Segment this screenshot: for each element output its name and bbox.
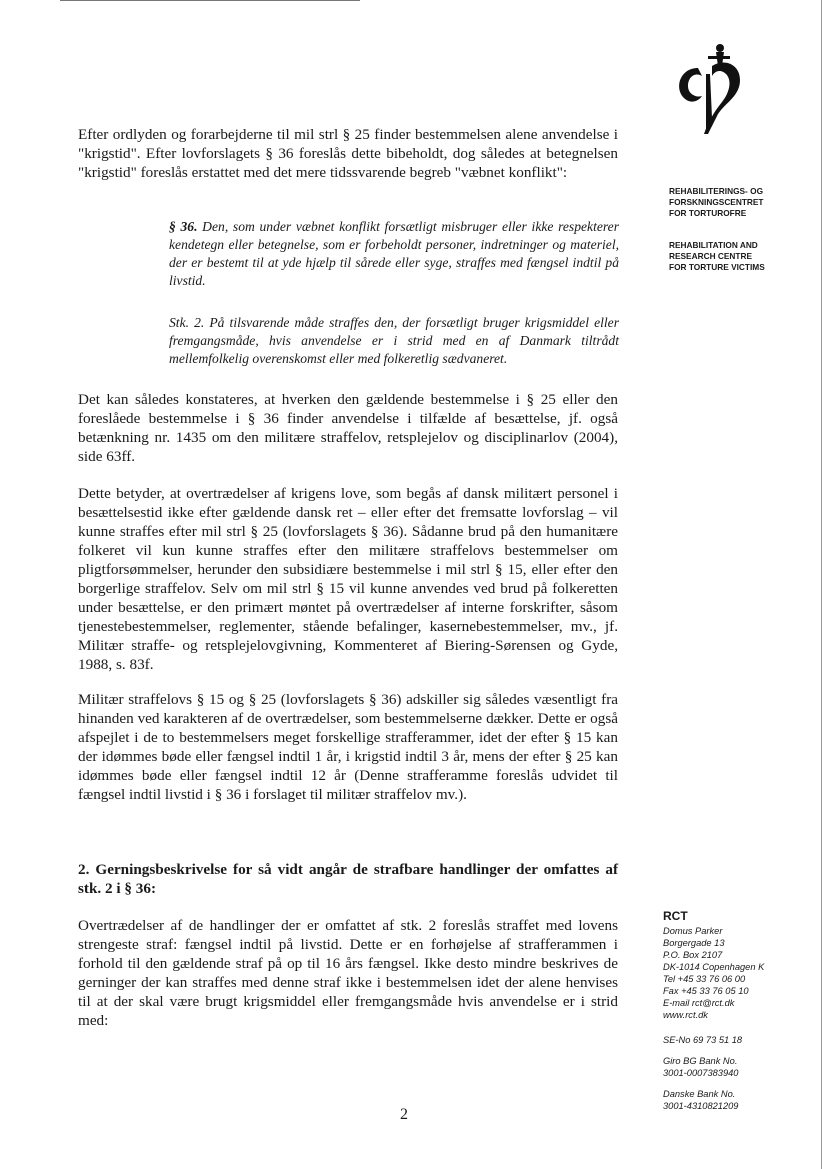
org-danish-line: REHABILITERINGS- OG [669, 186, 764, 196]
org-name-english [669, 240, 809, 273]
rct-logo-icon [668, 40, 754, 136]
org-english-line: RESEARCH CENTRE [669, 251, 752, 261]
address-giro-label: Giro BG Bank No. [663, 1056, 738, 1066]
page-number: 2 [400, 1106, 408, 1123]
address-org-name: RCT [663, 909, 688, 923]
section-heading: 2. Gerningsbeskrivelse for så vidt angår de strafbare handlinger der omfattes af stk. 2 i § 36: [78, 861, 618, 897]
scan-edge-line [821, 0, 822, 1169]
org-danish-line: FORSKNINGSCENTRET [669, 197, 764, 207]
address-line: Borgergade 13 [663, 938, 725, 948]
org-english-line: REHABILITATION AND [669, 240, 758, 250]
address-danske-label: Danske Bank No. [663, 1089, 736, 1099]
org-name-danish [669, 186, 809, 219]
address-line: DK-1014 Copenhagen K [663, 962, 765, 972]
address-line: Domus Parker [663, 926, 723, 936]
org-english-line: FOR TORTURE VICTIMS [669, 262, 765, 272]
paragraph-4: Militær straffelovs § 15 og § 25 (lovforslagets § 36) adskiller sig således væsentligt fra hinanden ved karakteren af de overtrædelser, som bestemmelserne dækker. Dette er også afspejlet i de to bestemmelsers meget forskellige strafferammer, idet der efter § 15 kan der idømmes bøde eller fængsel indtil 1 år, i krigstid indtil 3 år, mens der efter § 25 kan idømmes bøde eller fængsel indtil 12 år (Denne strafferamme foreslås udvidet til fængsel indtil livstid i § 36 i forslaget til militær straffelov mv.). [78, 691, 618, 803]
paragraph-5: Overtrædelser af de handlinger der er omfattet af stk. 2 foreslås straffet med lovens strengeste straf: fængsel indtil på livstid. Dette er en forhøjelse af strafferammen i forhold til den gældende straf på op til 16 års fængsel. Ikke desto mindre beskrives de gerninger der kan straffes med denne straf ikke i bestemmelsen idet der alene henvises til at der skal være brugt krigsmiddel eller fremgangsmåde hvis anvendelse er i strid med: [78, 917, 618, 1029]
address-se-no: SE-No 69 73 51 18 [663, 1035, 743, 1045]
address-danske-number: 3001-4310821209 [663, 1101, 739, 1111]
scan-top-line [60, 0, 360, 1]
address-block [663, 910, 813, 1112]
address-fax: Fax +45 33 76 05 10 [663, 986, 749, 996]
quote-section-36 [169, 218, 619, 290]
paragraph-1: Efter ordlyden og forarbejderne til mil strl § 25 finder bestemmelsen alene anvendelse i "krigstid". Efter lovforslagets § 36 foreslås dette bibeholdt, dog således at betegnelsen "krigstid" foreslås erstattet med det mere tidssvarende begreb "væbnet konflikt": [78, 126, 618, 181]
paragraph-2: Det kan således konstateres, at hverken den gældende bestemmelse i § 25 eller den foreslåede bestemmelse i § 36 finder anvendelse i tilfælde af besættelse, jf. også betænkning nr. 1435 om den militære straffelov, retsplejelov og disciplinarlov (2004), side 63ff. [78, 391, 618, 465]
quote-stk-2: Stk. 2. På tilsvarende måde straffes den, der forsætligt bruger krigsmiddel eller fremgangsmåde, hvis anvendelse er i strid med en af Danmark tiltrådt mellemfolkelig overenskomst eller med folkeretlig sædvaneret. [169, 315, 619, 366]
address-web: www.rct.dk [663, 1010, 708, 1020]
paragraph-3: Dette betyder, at overtrædelser af krigens love, som begås af dansk militært personel i besættelsestid ikke efter gældende dansk ret – eller efter det fremsatte lovforslag – vil kunne straffes efter mil strl § 25 (lovforslagets § 36). Sådanne brud på den humanitære folkeret vil kun kunne straffes efter den militære straffelovs bestemmelser om pligtforsømmelser, herunder den subsidiære bestemmelse i mil strl § 15, eller efter den borgerlige straffelov. Selv om mil strl § 15 vil kunne anvendes ved brud på folkeretten under besættelse, er den primært møntet på overtrædelser af interne forskrifter, såsom tjenestebestemmelser, reglementer, stående befalinger, kasernebestemmelser, mv., jf. Militær straffe- og retsplejelovgivning, Kommenteret af Biering-Sørensen og Gyde, 1988, s. 83f. [78, 485, 618, 673]
quote-section-label: § 36. [169, 219, 198, 234]
address-phone: Tel +45 33 76 06 00 [663, 974, 746, 984]
address-email: E-mail rct@rct.dk [663, 998, 735, 1008]
org-danish-line: FOR TORTUROFRE [669, 208, 747, 218]
quote-section-text: Den, som under væbnet konflikt forsætligt misbruger eller ikke respekterer kendetegn eller betegnelse, som er forbeholdt personer, indretninger og materiel, der er bestemt til at yde hjælp til sårede eller syge, straffes med fængsel indtil på livstid. [169, 219, 619, 288]
address-giro-number: 3001-0007383940 [663, 1068, 739, 1078]
address-line: P.O. Box 2107 [663, 950, 723, 960]
